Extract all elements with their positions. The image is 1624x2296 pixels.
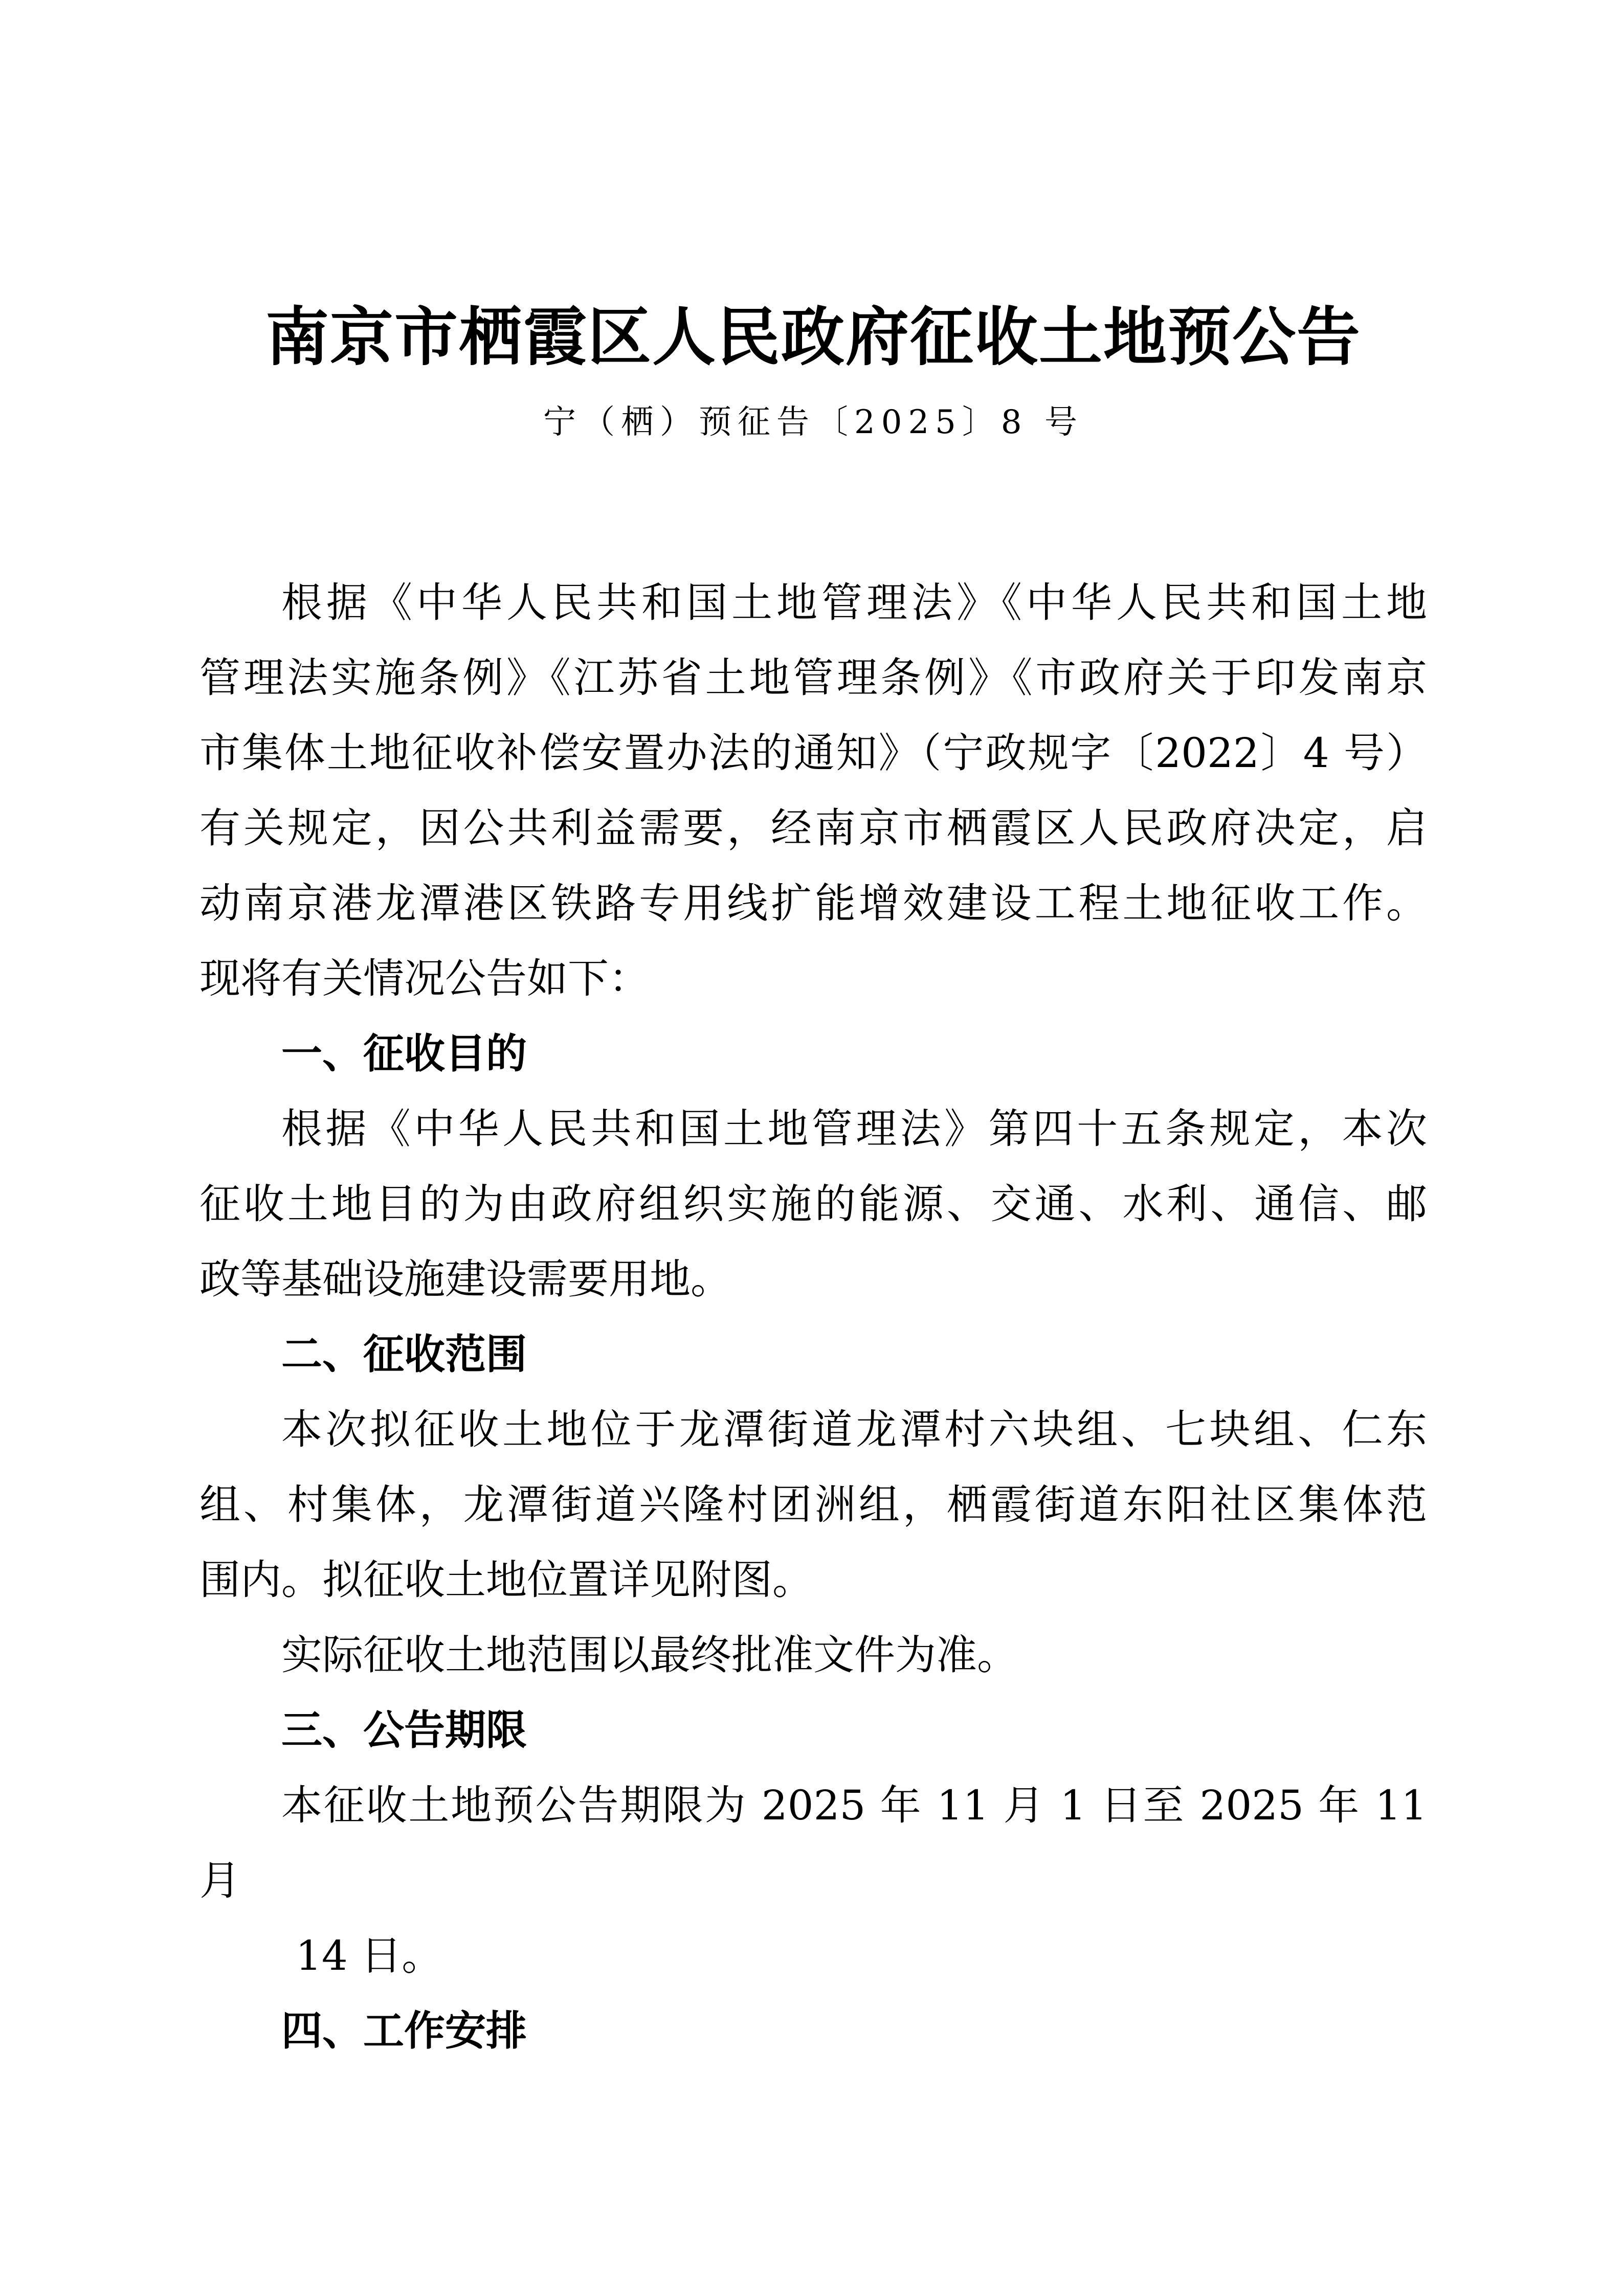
body-line: 围内。拟征收土地位置详见附图。	[199, 1556, 813, 1604]
body-line: 有关规定，因公共利益需要，经南京市栖霞区人民政府决定，启	[199, 804, 1427, 852]
body-line: 实际征收土地范围以最终批准文件为准。	[281, 1631, 1018, 1679]
body-line: 组、村集体，龙潭街道兴隆村团洲组，栖霞街道东阳社区集体范	[199, 1481, 1427, 1528]
body-line: 本征收土地预公告期限为 2025 年 11 月 1 日至 2025 年 11 月	[199, 1782, 1427, 1904]
heading-section-3: 三、公告期限	[281, 1706, 527, 1754]
body-line: 政等基础设施建设需要用地。	[199, 1255, 731, 1303]
document-number: 宁（栖）预征告〔2025〕8 号	[543, 403, 1083, 441]
heading-section-2: 二、征收范围	[281, 1331, 527, 1378]
document-title: 南京市栖霞区人民政府征收土地预公告	[265, 301, 1361, 374]
body-line: 征收土地目的为由政府组织实施的能源、交通、水利、通信、邮	[199, 1180, 1427, 1228]
body-line: 根据《中华人民共和国土地管理法》第四十五条规定，本次	[281, 1105, 1427, 1153]
body-line: 市集体土地征收补偿安置办法的通知》（宁政规字〔2022〕4 号）	[199, 729, 1427, 777]
body-line: 动南京港龙潭港区铁路专用线扩能增效建设工程土地征收工作。	[199, 880, 1427, 927]
body-line: 现将有关情况公告如下：	[199, 955, 650, 1002]
document-body	[199, 565, 1427, 2068]
heading-section-1: 一、征收目的	[281, 1030, 527, 1077]
body-line: 14 日。	[296, 1932, 443, 1979]
body-line: 根据《中华人民共和国土地管理法》《中华人民共和国土地	[281, 579, 1427, 626]
body-line: 本次拟征收土地位于龙潭街道龙潭村六块组、七块组、仁东	[281, 1406, 1427, 1453]
heading-section-4: 四、工作安排	[281, 2007, 527, 2055]
body-line: 管理法实施条例》《江苏省土地管理条例》《市政府关于印发南京	[199, 654, 1427, 702]
